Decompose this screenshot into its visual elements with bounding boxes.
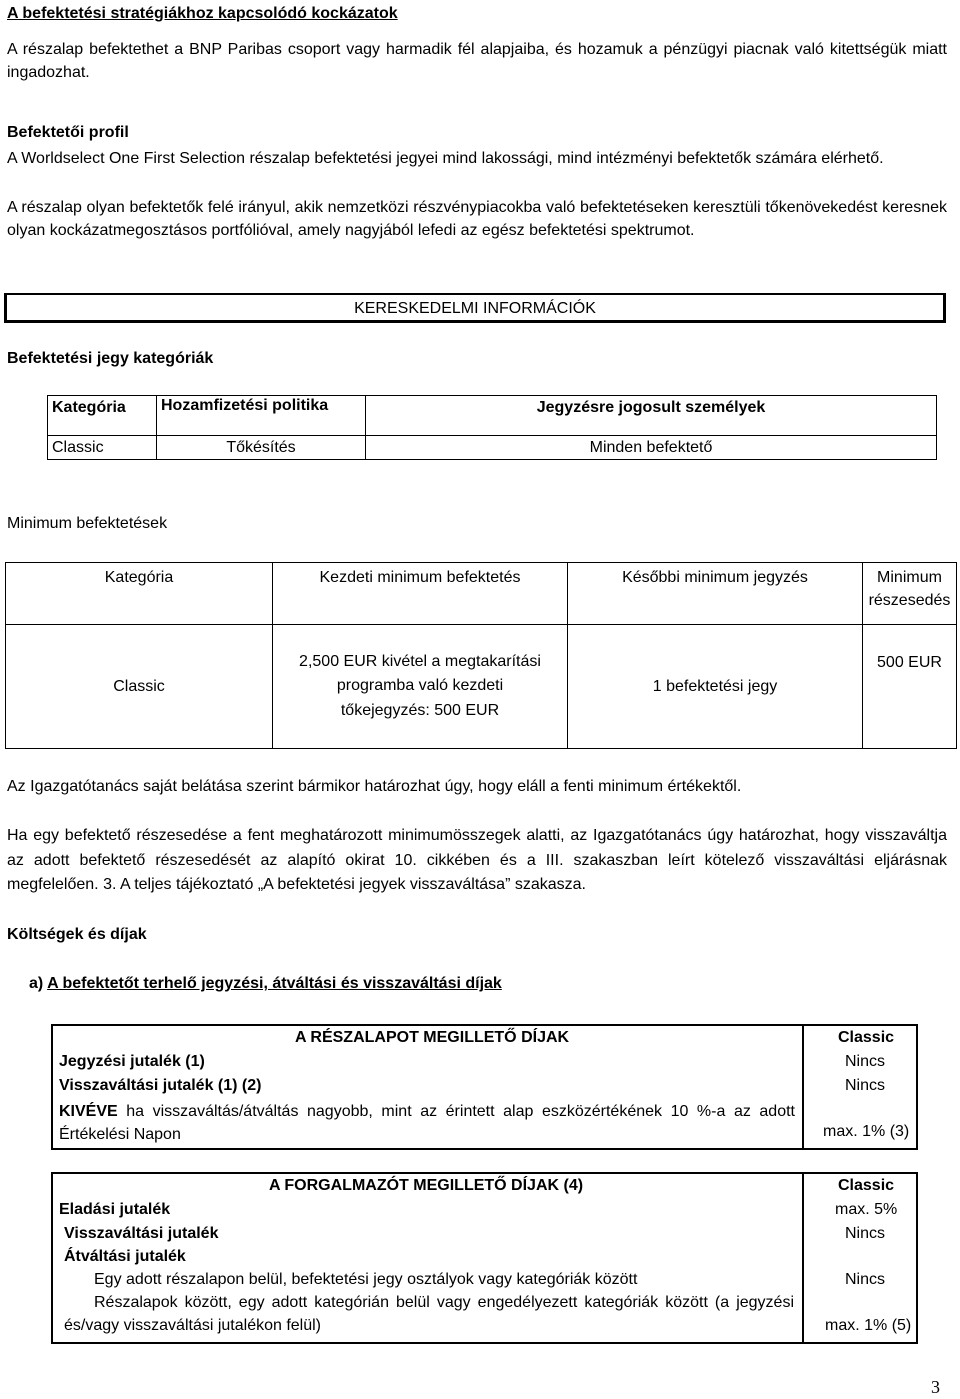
minimum-header-holding: Minimum részesedés <box>863 563 957 625</box>
distributor-fees-sales-label: Eladási jutalék <box>59 1201 171 1218</box>
fund-fees-table <box>51 1024 918 1150</box>
minimum-cell-subsequent: 1 befektetési jegy <box>568 625 863 749</box>
minimum-heading: Minimum befektetések <box>7 515 168 532</box>
distributor-fees-conv2-text: Részalapok között, egy adott kategórián belül vagy engedélyezett kategóriák között (a jegyzési és/vagy visszaváltási jutalékon felül) <box>64 1294 794 1334</box>
distributor-fees-col-classic: Classic <box>838 1177 895 1194</box>
fund-fees-row-value-subscription: Nincs <box>845 1053 886 1070</box>
fund-fees-except <box>59 1100 795 1146</box>
categories-header-eligible: Jegyzésre jogosult személyek <box>366 396 937 436</box>
minimum-row <box>6 625 957 749</box>
categories-cell-eligible: Minden befektető <box>366 436 937 460</box>
distributor-fees-redemption-value: Nincs <box>845 1225 886 1242</box>
minimum-cell-category: Classic <box>6 625 273 749</box>
profile-heading: Befektetői profil <box>7 124 129 141</box>
fund-fees-row-value-redemption: Nincs <box>845 1077 886 1094</box>
distributor-fees-title: A FORGALMAZÓT MEGILLETŐ DÍJAK (4) <box>269 1177 584 1194</box>
minimum-header-subsequent: Későbbi minimum jegyzés <box>568 563 863 625</box>
categories-table <box>47 395 937 460</box>
fund-fees-except-bold: KIVÉVE <box>59 1103 118 1120</box>
fees-subheading <box>29 972 502 995</box>
distributor-fees-conversion-label: Átváltási jutalék <box>64 1248 186 1265</box>
distributor-fees-sales-value: max. 5% <box>835 1201 898 1218</box>
fund-fees-title: A RÉSZALAPOT MEGILLETŐ DÍJAK <box>295 1029 570 1046</box>
minimum-cell-initial: 2,500 EUR kivétel a megtakarítási programba való kezdeti tőkejegyzés: 500 EUR <box>273 625 568 749</box>
distributor-fees-conv1-value: Nincs <box>845 1271 886 1288</box>
risk-heading: A befektetési stratégiákhoz kapcsolódó kockázatok <box>7 5 398 22</box>
minimum-header-row <box>6 563 957 625</box>
fund-fees-row-label-redemption: Visszaváltási jutalék (1) (2) <box>59 1077 262 1094</box>
minimum-header-initial: Kezdeti minimum befektetés <box>273 563 568 625</box>
categories-cell-policy: Tőkésítés <box>157 436 366 460</box>
commercial-info-title: KERESKEDELMI INFORMÁCIÓK <box>354 300 596 317</box>
minimum-note-2: Ha egy befektető részesedése a fent meghatározott minimumösszegek alatti, az Igazgatótanács úgy határozhat, hogy visszaváltja az adott befektető részesedését az alapító okirat 10. cikkében és a III. szakaszban leírt kötelező visszaváltási eljárásnak megfelelően. 3. A teljes tájékoztató „A befektetési jegyek visszaváltása” szakasza. <box>7 827 947 893</box>
minimum-table <box>5 562 957 749</box>
categories-cell-category: Classic <box>48 436 157 460</box>
minimum-header-category: Kategória <box>6 563 273 625</box>
categories-header-category: Kategória <box>48 396 157 436</box>
minimum-note-1: Az Igazgatótanács saját belátása szerint bármikor határozhat úgy, hogy eláll a fenti minimum értékektől. <box>7 778 742 795</box>
fund-fees-row-label-subscription: Jegyzési jutalék (1) <box>59 1053 205 1070</box>
categories-row <box>48 436 937 460</box>
page-number: 3 <box>931 1377 940 1397</box>
fund-fees-except-value: max. 1% (3) <box>823 1123 910 1140</box>
categories-heading: Befektetési jegy kategóriák <box>7 350 214 367</box>
distributor-fees-conv2-value: max. 1% (5) <box>825 1317 912 1334</box>
categories-header-row <box>48 396 937 436</box>
minimum-cell-holding: 500 EUR <box>863 625 957 749</box>
risk-text: A részalap befektethet a BNP Paribas csoport vagy harmadik fél alapjaiba, és hozamuk a pénzügyi piacnak való kitettségük miatt ingadozhat. <box>7 41 947 81</box>
fund-fees-col-classic: Classic <box>838 1029 895 1046</box>
profile-text-1: A Worldselect One First Selection részalap befektetési jegyei mind lakossági, mind intézményi befektetők számára elérhető. <box>7 150 884 167</box>
distributor-fees-conv1-text: Egy adott részalapon belül, befektetési jegy osztályok vagy kategóriák között <box>94 1271 638 1288</box>
commercial-info-box <box>4 293 946 323</box>
fees-heading: Költségek és díjak <box>7 926 147 943</box>
fees-subheading-text: A befektetőt terhelő jegyzési, átváltási és visszaváltási díjak <box>47 975 502 992</box>
fees-subheading-prefix: a) <box>29 975 44 992</box>
profile-text-2: A részalap olyan befektetők felé irányul, akik nemzetközi részvénypiacokba való befektetéseken keresztüli tőkenövekedést keresnek olyan kockázatmegosztásos portfólióval, amely nagyjából lefedi az egész befektetési spektrumot. <box>7 199 947 239</box>
distributor-fees-table <box>51 1172 918 1344</box>
categories-header-policy: Hozamfizetési politika <box>157 396 366 436</box>
distributor-fees-redemption-label: Visszaváltási jutalék <box>64 1225 219 1242</box>
fund-fees-except-text: ha visszaváltás/átváltás nagyobb, mint az érintett alap eszközértékének 10 %-a az adott Értékelési Napon <box>59 1103 795 1143</box>
